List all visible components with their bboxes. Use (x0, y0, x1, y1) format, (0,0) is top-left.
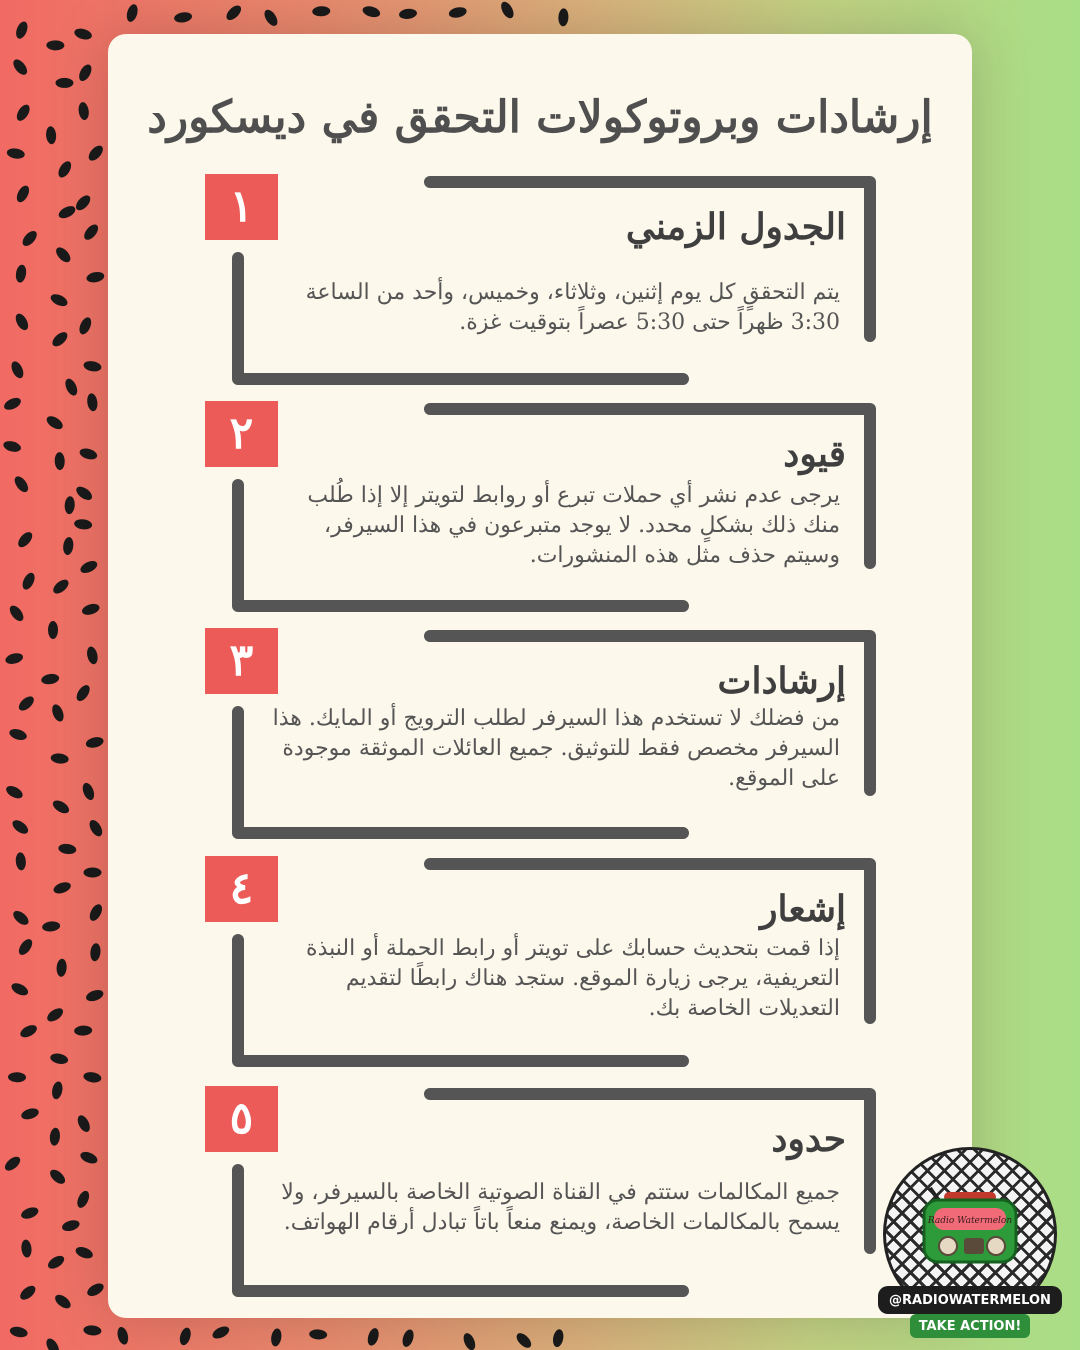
radio-watermelon-badge (878, 1150, 1062, 1340)
seed (514, 1331, 534, 1350)
seed (53, 245, 73, 265)
seed (51, 798, 72, 816)
seed (9, 981, 30, 998)
seed (74, 683, 92, 704)
seed (90, 943, 102, 962)
seed (401, 1328, 416, 1348)
seed (125, 3, 140, 23)
section-number-badge: ٢ (205, 401, 278, 467)
seed (51, 577, 71, 596)
seed (46, 40, 64, 50)
seed (14, 102, 32, 123)
seed (52, 880, 72, 896)
section-heading: إرشادات (717, 660, 846, 702)
seed (48, 621, 58, 639)
seed (49, 1127, 61, 1146)
section-limits (108, 1086, 972, 1301)
seed (73, 193, 93, 213)
seed (499, 0, 516, 20)
seed (20, 1205, 40, 1221)
seed (54, 452, 65, 470)
seed (74, 1245, 94, 1261)
section-number-badge: ٤ (205, 856, 278, 922)
seed (270, 1328, 283, 1347)
seed (73, 27, 93, 42)
seed (75, 1113, 92, 1134)
seed (45, 126, 57, 145)
section-body: جميع المكالمات ستتم في القناة الصوتية الخاصة بالسيرفر، ولا يسمح بالمكالمات الخاصة، ويمنع منعاً باتاً تبادل أرقام الهواتف. (281, 1180, 840, 1235)
seed (83, 1071, 102, 1084)
seed (49, 292, 70, 309)
section-heading: الجدول الزمني (625, 206, 846, 248)
seed (57, 204, 78, 221)
seed (55, 78, 73, 88)
seed (361, 4, 381, 19)
seed (18, 1023, 39, 1040)
seed (83, 1325, 102, 1337)
seed (86, 393, 98, 412)
seed (85, 646, 99, 666)
seed (77, 62, 94, 83)
seed (75, 1189, 91, 1210)
seed (14, 184, 31, 205)
seed (366, 1327, 381, 1347)
section-schedule (108, 174, 972, 389)
seed (50, 703, 66, 723)
seed (85, 1281, 106, 1299)
seed (262, 8, 280, 29)
seed (461, 1331, 477, 1350)
section-heading: قيود (783, 433, 846, 475)
seed (8, 1072, 26, 1083)
seed (56, 958, 67, 977)
seed (173, 11, 192, 24)
seed (86, 271, 106, 284)
seed (9, 1325, 29, 1339)
seed (16, 530, 35, 550)
seed (4, 651, 24, 665)
seed (18, 1283, 38, 1302)
seed (46, 1253, 67, 1271)
seed (398, 8, 417, 20)
seed (77, 101, 89, 120)
seed (14, 20, 30, 40)
seed (48, 1167, 68, 1186)
section-number-badge: ١ (205, 174, 278, 240)
seed (15, 264, 28, 283)
seed (178, 1326, 193, 1346)
radio-icon (922, 1186, 1018, 1268)
seed (2, 439, 22, 453)
seed (2, 395, 23, 412)
seed (16, 937, 35, 957)
seed (20, 571, 37, 592)
seed (45, 1006, 65, 1025)
seed (87, 902, 104, 923)
seed (50, 330, 70, 349)
section-notice (108, 856, 972, 1071)
seed (552, 1328, 565, 1348)
seed (87, 818, 105, 839)
seed (78, 447, 98, 462)
seed (224, 3, 244, 23)
seed (77, 316, 93, 337)
seed (74, 1025, 92, 1036)
seed (8, 727, 28, 742)
section-body: من فضلك لا تستخدم هذا السيرفر لطلب الترويج أو المايك. هذا السيرفر مخصص فقط للتوثيق. جميع العائلات الموثقة موجودة على الموقع. (272, 706, 840, 791)
seed (44, 1336, 62, 1350)
badge-handle-label: @RADIOWATERMELON (878, 1286, 1062, 1314)
seed (81, 781, 97, 801)
seed (81, 602, 101, 617)
page-title: إرشادات وبروتوكولات التحقق في ديسكورد (147, 92, 933, 143)
section-body: يرجى عدم نشر أي حملات تبرع أو روابط لتويتر إلا إذا طُلب منك ذلك بشكلٍ محدد. لا يوجد متبرعون في هذا السيرفر، وسيتم حذف مثل هذه المنشورات. (307, 483, 840, 568)
seed (211, 1324, 232, 1341)
section-guidelines (108, 628, 972, 843)
seed (44, 414, 65, 432)
section-number-badge: ٥ (205, 1086, 278, 1152)
section-heading: إشعار (760, 888, 846, 930)
seed (74, 518, 93, 530)
seed (51, 1081, 64, 1101)
svg-text:Radio Watermelon: Radio Watermelon (927, 1216, 1013, 1226)
seed (64, 496, 75, 515)
seed (79, 559, 100, 576)
seed (62, 536, 74, 555)
seed (11, 57, 30, 77)
seed (11, 908, 31, 927)
seed (85, 988, 105, 1003)
guidelines-card (108, 34, 972, 1318)
seed (86, 143, 105, 163)
seed (558, 8, 569, 26)
seed (16, 694, 36, 713)
seed (84, 868, 102, 878)
seed (41, 673, 60, 686)
seed (50, 752, 69, 764)
seed (53, 1292, 73, 1311)
seed (74, 484, 94, 503)
seed (20, 1106, 40, 1121)
take-action-label: TAKE ACTION! (910, 1314, 1030, 1338)
section-body: يتم التحققٍ كل يوم إثنين، وثلاثاء، وخميس، وأحد من الساعة 3:30 ظهراً حتى 5:30 عصراً بتوقيت غزة. (305, 280, 840, 335)
seed (82, 222, 101, 242)
seed (83, 360, 102, 373)
seed (7, 603, 26, 623)
seed (49, 1052, 69, 1066)
seed (56, 159, 74, 180)
seed (42, 921, 61, 933)
seed (63, 377, 80, 398)
seed (309, 1329, 328, 1340)
seed (13, 312, 30, 333)
section-heading: حدود (771, 1118, 846, 1160)
seed (6, 147, 25, 160)
seed (10, 818, 30, 837)
seed (58, 843, 77, 855)
seed (4, 783, 25, 800)
seed (2, 1154, 22, 1173)
seed (20, 228, 39, 248)
section-number-badge: ٣ (205, 628, 278, 694)
seed (15, 852, 27, 871)
section-restrictions (108, 401, 972, 616)
seed (61, 1218, 81, 1233)
seed (85, 735, 105, 749)
seed (79, 1150, 99, 1166)
seed (116, 1326, 130, 1346)
seed (12, 474, 31, 494)
seed (448, 6, 468, 20)
seed (9, 360, 26, 381)
seed (21, 1239, 33, 1258)
seed (312, 6, 330, 17)
section-body: إذا قمت بتحديث حسابك على تويتر أو رابط الحملة أو النبذة التعريفية، يرجى زيارة الموقع. ستجد هناك رابطًا لتقديم التعديلات الخاصة بك. (306, 936, 840, 1021)
